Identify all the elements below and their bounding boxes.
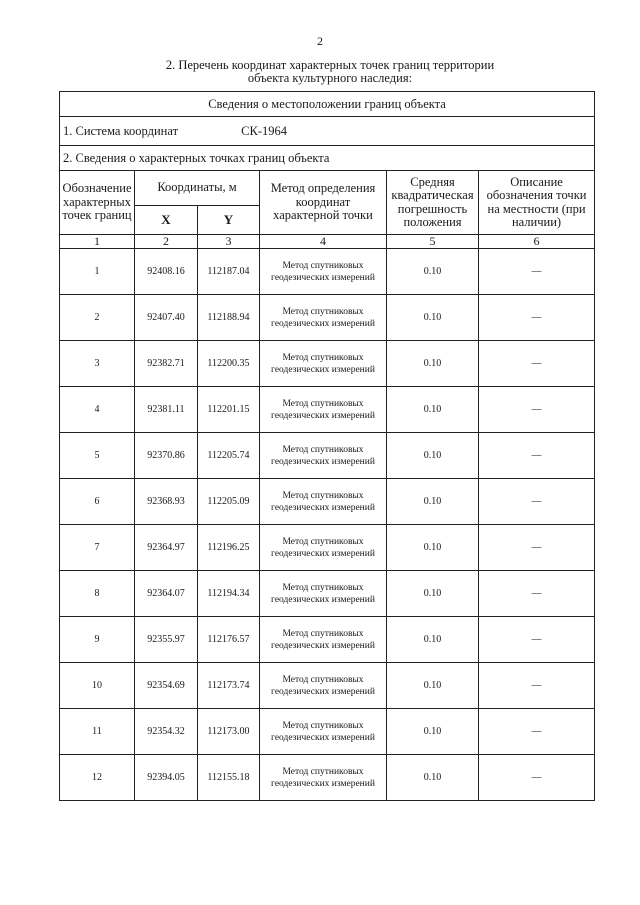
coord-y: 112200.35 <box>198 341 260 387</box>
point-description: — <box>479 709 595 755</box>
point-description: — <box>479 249 595 295</box>
points-header: 2. Сведения о характерных точках границ объекта <box>60 146 595 171</box>
coordinate-system <box>60 117 595 146</box>
position-error: 0.10 <box>387 387 479 433</box>
coord-x: 92381.11 <box>135 387 198 433</box>
coord-x: 92394.05 <box>135 755 198 801</box>
coord-y: 112176.57 <box>198 617 260 663</box>
point-description: — <box>479 525 595 571</box>
header-x: X <box>135 206 198 235</box>
coord-x: 92407.40 <box>135 295 198 341</box>
method: Метод спутниковых геодезических измерений <box>260 249 387 295</box>
point-description: — <box>479 295 595 341</box>
coord-x: 92370.86 <box>135 433 198 479</box>
column-number: 1 <box>60 235 135 249</box>
coord-y: 112205.74 <box>198 433 260 479</box>
coord-x: 92364.07 <box>135 571 198 617</box>
header-error: Средняя квадратическая погрешность положения <box>387 171 479 235</box>
point-number: 11 <box>60 709 135 755</box>
point-number: 4 <box>60 387 135 433</box>
title-line-2: объекта культурного наследия: <box>247 71 413 85</box>
coord-x: 92354.32 <box>135 709 198 755</box>
position-error: 0.10 <box>387 479 479 525</box>
position-error: 0.10 <box>387 341 479 387</box>
point-number: 5 <box>60 433 135 479</box>
point-description: — <box>479 663 595 709</box>
table-row <box>60 755 595 801</box>
position-error: 0.10 <box>387 433 479 479</box>
column-number: 6 <box>479 235 595 249</box>
section-header-row <box>60 92 595 117</box>
point-number: 1 <box>60 249 135 295</box>
position-error: 0.10 <box>387 295 479 341</box>
method: Метод спутниковых геодезических измерений <box>260 479 387 525</box>
document-title <box>60 59 600 85</box>
coord-x: 92364.97 <box>135 525 198 571</box>
table-row <box>60 709 595 755</box>
coord-y: 112196.25 <box>198 525 260 571</box>
point-description: — <box>479 433 595 479</box>
table-row <box>60 525 595 571</box>
table-row <box>60 571 595 617</box>
point-number: 12 <box>60 755 135 801</box>
method: Метод спутниковых геодезических измерений <box>260 341 387 387</box>
column-number: 4 <box>260 235 387 249</box>
position-error: 0.10 <box>387 249 479 295</box>
table-row <box>60 341 595 387</box>
column-number: 3 <box>198 235 260 249</box>
page-number: 2 <box>317 34 323 48</box>
table-row <box>60 295 595 341</box>
position-error: 0.10 <box>387 617 479 663</box>
point-number: 2 <box>60 295 135 341</box>
header-method: Метод определения координат характерной точки <box>260 171 387 235</box>
position-error: 0.10 <box>387 571 479 617</box>
coord-x: 92368.93 <box>135 479 198 525</box>
table-row <box>60 663 595 709</box>
table-row <box>60 617 595 663</box>
section-header: Сведения о местоположении границ объекта <box>60 92 595 117</box>
table-row <box>60 479 595 525</box>
method: Метод спутниковых геодезических измерений <box>260 387 387 433</box>
coord-x: 92382.71 <box>135 341 198 387</box>
coordinate-system-label: 1. Система координат <box>63 123 179 138</box>
point-number: 3 <box>60 341 135 387</box>
header-y: Y <box>198 206 260 235</box>
coord-x: 92355.97 <box>135 617 198 663</box>
point-description: — <box>479 571 595 617</box>
coord-y: 112173.00 <box>198 709 260 755</box>
position-error: 0.10 <box>387 755 479 801</box>
coord-y: 112188.94 <box>198 295 260 341</box>
table-row <box>60 433 595 479</box>
point-description: — <box>479 387 595 433</box>
coord-x: 92354.69 <box>135 663 198 709</box>
position-error: 0.10 <box>387 663 479 709</box>
table-row <box>60 249 595 295</box>
header-coordinates: Координаты, м <box>135 171 260 206</box>
column-header-row <box>60 171 595 206</box>
point-description: — <box>479 755 595 801</box>
column-number-row <box>60 235 595 249</box>
point-description: — <box>479 617 595 663</box>
coord-y: 112201.15 <box>198 387 260 433</box>
coord-y: 112205.09 <box>198 479 260 525</box>
title-line-1: 2. Перечень координат характерных точек границ территории <box>165 58 495 72</box>
method: Метод спутниковых геодезических измерений <box>260 663 387 709</box>
point-description: — <box>479 479 595 525</box>
method: Метод спутниковых геодезических измерений <box>260 755 387 801</box>
header-description: Описание обозначения точки на местности (при наличии) <box>479 171 595 235</box>
coordinate-system-row <box>60 117 595 146</box>
point-number: 6 <box>60 479 135 525</box>
coordinate-system-value: СК-1964 <box>241 123 288 138</box>
method: Метод спутниковых геодезических измерений <box>260 295 387 341</box>
coord-y: 112173.74 <box>198 663 260 709</box>
coord-y: 112187.04 <box>198 249 260 295</box>
coord-x: 92408.16 <box>135 249 198 295</box>
position-error: 0.10 <box>387 525 479 571</box>
coordinates-table <box>59 91 595 801</box>
point-number: 9 <box>60 617 135 663</box>
method: Метод спутниковых геодезических измерений <box>260 525 387 571</box>
method: Метод спутниковых геодезических измерений <box>260 709 387 755</box>
method: Метод спутниковых геодезических измерений <box>260 571 387 617</box>
point-number: 8 <box>60 571 135 617</box>
method: Метод спутниковых геодезических измерений <box>260 433 387 479</box>
column-number: 5 <box>387 235 479 249</box>
coord-y: 112194.34 <box>198 571 260 617</box>
table-row <box>60 387 595 433</box>
point-number: 10 <box>60 663 135 709</box>
points-header-row <box>60 146 595 171</box>
column-number: 2 <box>135 235 198 249</box>
header-designation: Обозначение характерных точек границ <box>60 171 135 235</box>
point-number: 7 <box>60 525 135 571</box>
coord-y: 112155.18 <box>198 755 260 801</box>
point-description: — <box>479 341 595 387</box>
method: Метод спутниковых геодезических измерений <box>260 617 387 663</box>
position-error: 0.10 <box>387 709 479 755</box>
